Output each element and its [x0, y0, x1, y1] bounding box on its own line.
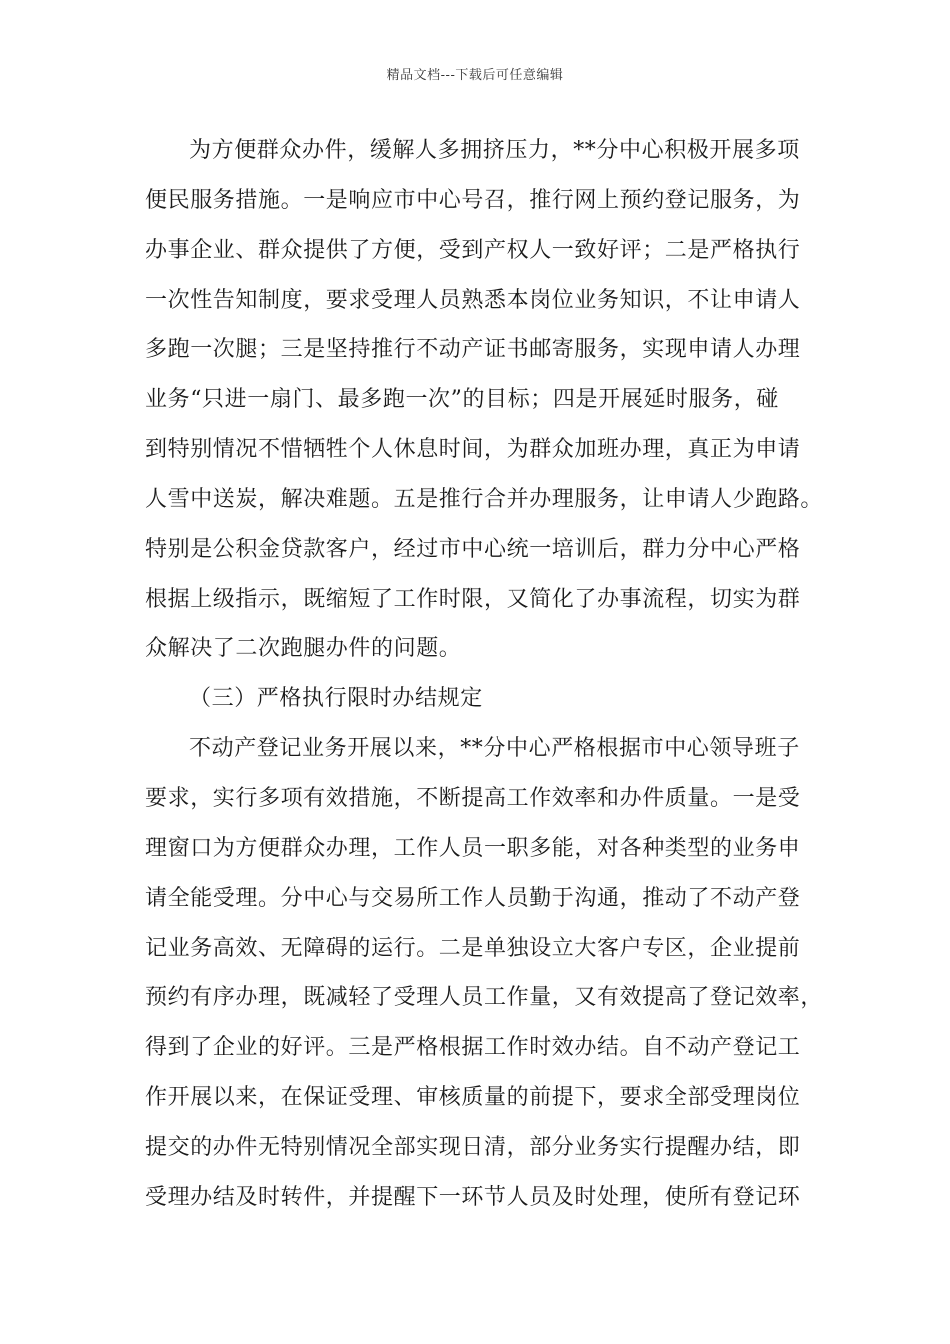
paragraph-line: 理窗口为方便群众办理，工作人员一职多能，对各种类型的业务申: [145, 835, 801, 861]
paragraph-line: 根据上级指示，既缩短了工作时限，又简化了办事流程，切实为群: [145, 586, 801, 612]
paragraph-line: 为方便群众办件，缓解人多拥挤压力，**分中心积极开展多项: [189, 138, 800, 163]
paragraph-line: 一次性告知制度，要求受理人员熟悉本岗位业务知识，不让申请人: [145, 287, 801, 313]
paragraph-line: 到特别情况不惜牺牲个人休息时间，为群众加班办理，真正为申请: [145, 437, 801, 463]
paragraph-line: 便民服务措施。一是响应市中心号召，推行网上预约登记服务，为: [145, 187, 801, 213]
paragraph-line: 要求，实行多项有效措施，不断提高工作效率和办件质量。一是受: [145, 785, 801, 811]
paragraph-line: 预约有序办理，既减轻了受理人员工作量，又有效提高了登记效率，: [145, 985, 824, 1011]
paragraph-line: 受理办结及时转件，并提醒下一环节人员及时处理，使所有登记环: [145, 1184, 801, 1210]
paragraph-line: 不动产登记业务开展以来，**分中心严格根据市中心领导班子: [189, 736, 800, 762]
paragraph-line: 提交的办件无特别情况全部实现日清，部分业务实行提醒办结，即: [145, 1134, 801, 1160]
paragraph-line: 得到了企业的好评。三是严格根据工作时效办结。自不动产登记工: [145, 1035, 801, 1061]
paragraph-line: 特别是公积金贷款客户，经过市中心统一培训后，群力分中心严格: [145, 536, 801, 562]
paragraph-line: 人雪中送炭，解决难题。五是推行合并办理服务，让申请人少跑路。: [145, 486, 824, 512]
paragraph-line: 作开展以来，在保证受理、审核质量的前提下，要求全部受理岗位: [145, 1085, 801, 1111]
paragraph-line: 办事企业、群众提供了方便，受到产权人一致好评；二是严格执行: [145, 237, 801, 263]
paragraph-line: 业务“只进一扇门、最多跑一次”的目标；四是开展延时服务，碰: [145, 387, 779, 413]
page-header: 精品文档---下载后可任意编辑: [386, 68, 564, 83]
section-heading: （三）严格执行限时办结规定: [189, 686, 483, 712]
paragraph-line: 众解决了二次跑腿办件的问题。: [145, 636, 462, 662]
paragraph-line: 请全能受理。分中心与交易所工作人员勤于沟通，推动了不动产登: [145, 885, 801, 911]
paragraph-line: 多跑一次腿；三是坚持推行不动产证书邮寄服务，实现申请人办理: [145, 337, 801, 363]
paragraph-2: [145, 724, 825, 1222]
body-text: [145, 126, 825, 1223]
paragraph-line: 记业务高效、无障碍的运行。二是单独设立大客户专区，企业提前: [145, 935, 801, 961]
paragraph-1: [145, 126, 825, 674]
